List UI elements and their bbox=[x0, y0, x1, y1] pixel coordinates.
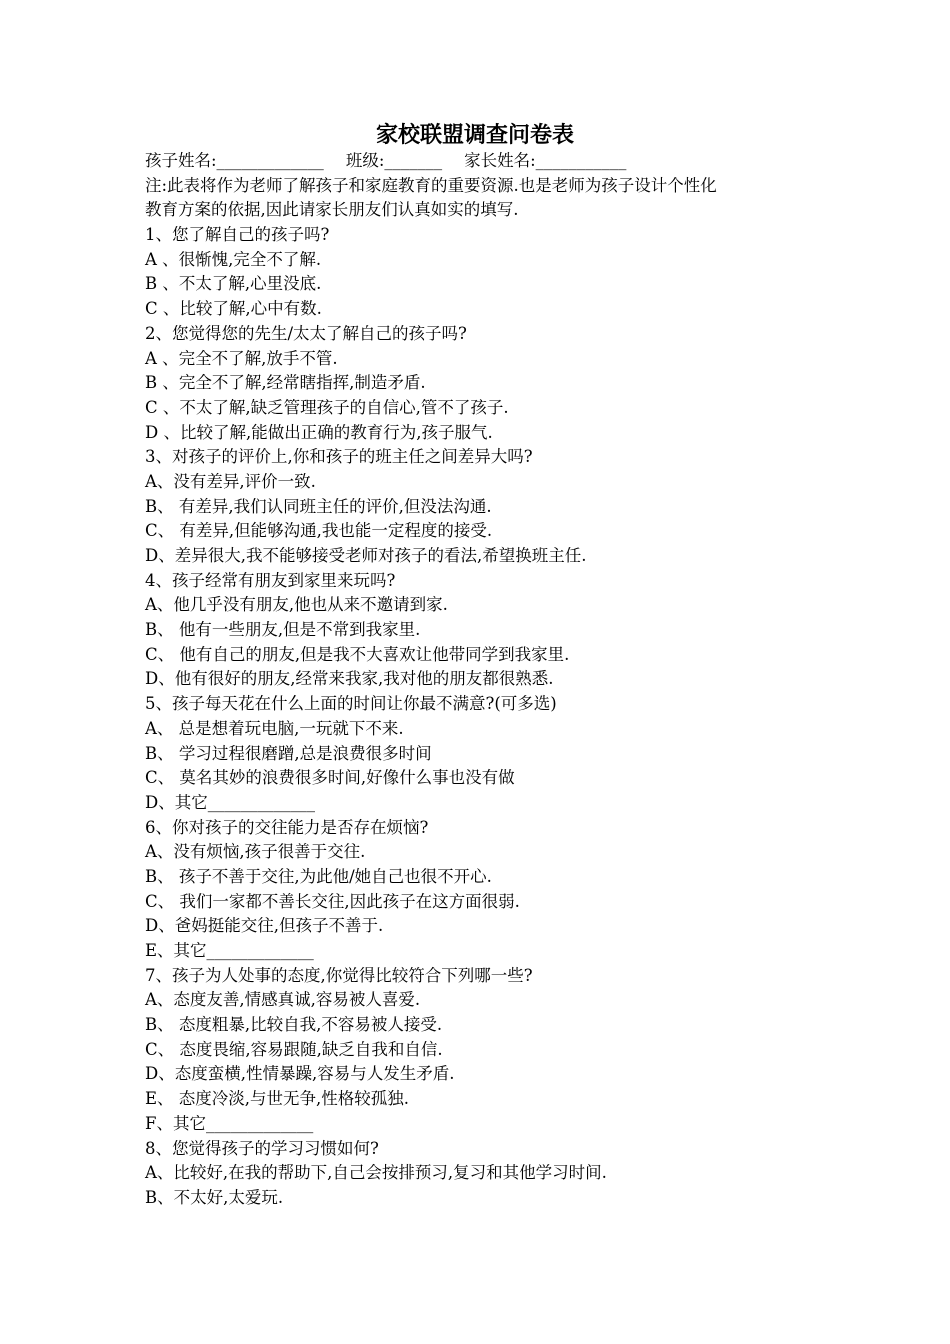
option-text: C 、不太了解,缺乏管理孩子的自信心,管不了孩子. bbox=[145, 397, 509, 417]
option-text: D、他有很好的朋友,经常来我家,我对他的朋友都很熟悉. bbox=[145, 669, 554, 689]
option-text: B、 学习过程很磨蹭,总是浪费很多时间 bbox=[145, 743, 432, 763]
option-text: C、 莫名其妙的浪费很多时间,好像什么事也没有做 bbox=[145, 768, 515, 788]
option-text: B、 孩子不善于交往,为此他/她自己也很不开心. bbox=[145, 866, 492, 886]
option-text: B、 他有一些朋友,但是不常到我家里. bbox=[145, 620, 421, 640]
option-text: A、没有烦恼,孩子很善于交往. bbox=[145, 842, 366, 862]
option-text: D、态度蛮横,性情暴躁,容易与人发生矛盾. bbox=[145, 1064, 455, 1084]
question-text: 2、您觉得您的先生/太太了解自己的孩子吗? bbox=[145, 323, 467, 343]
option-text: A、 总是想着玩电脑,一玩就下不来. bbox=[145, 718, 404, 738]
option-text: A、比较好,在我的帮助下,自己会按排预习,复习和其他学习时间. bbox=[145, 1163, 607, 1183]
option-text: F、其它_____________ bbox=[145, 1113, 314, 1133]
option-text: A 、完全不了解,放手不管. bbox=[145, 348, 338, 368]
questionnaire-body bbox=[145, 149, 865, 1211]
option-text: A、他几乎没有朋友,他也从来不邀请到家. bbox=[145, 595, 448, 615]
question-text: 8、您觉得孩子的学习习惯如何? bbox=[145, 1138, 379, 1158]
question-text: 3、对孩子的评价上,你和孩子的班主任之间差异大吗? bbox=[145, 447, 533, 467]
parent-name-field: 家长姓名:___________ bbox=[464, 151, 627, 170]
question-lines bbox=[145, 174, 865, 1211]
question-text: 4、孩子经常有朋友到家里来玩吗? bbox=[145, 570, 396, 590]
option-text: A、没有差异,评价一致. bbox=[145, 471, 316, 491]
option-text: C、 我们一家都不善长交往,因此孩子在这方面很弱. bbox=[145, 891, 520, 911]
option-text: D 、比较了解,能做出正确的教育行为,孩子服气. bbox=[145, 422, 493, 442]
option-text: C 、比较了解,心中有数. bbox=[145, 299, 322, 319]
note-text: 注:此表将作为老师了解孩子和家庭教育的重要资源.也是老师为孩子设计个性化 bbox=[145, 175, 717, 195]
option-text: D、爸妈挺能交往,但孩子不善于. bbox=[145, 916, 384, 936]
note-text: 教育方案的依据,因此请家长朋友们认真如实的填写. bbox=[145, 200, 519, 220]
option-text: B、 有差异,我们认同班主任的评价,但没法沟通. bbox=[145, 496, 492, 516]
option-text: B 、完全不了解,经常瞎指挥,制造矛盾. bbox=[145, 373, 426, 393]
question-text: 7、孩子为人处事的态度,你觉得比较符合下列哪一些? bbox=[145, 965, 533, 985]
child-name-field: 孩子姓名:_____________ bbox=[145, 151, 324, 170]
class-field: 班级:_______ bbox=[345, 151, 443, 170]
option-text: B、不太好,太爱玩. bbox=[145, 1187, 284, 1207]
option-text: B、 态度粗暴,比较自我,不容易被人接受. bbox=[145, 1015, 443, 1035]
option-text: A、态度友善,情感真诚,容易被人喜爱. bbox=[145, 990, 421, 1010]
option-text: D、差异很大,我不能够接受老师对孩子的看法,希望换班主任. bbox=[145, 546, 587, 565]
option-text: D、其它_____________ bbox=[145, 792, 315, 812]
question-text: 6、你对孩子的交往能力是否存在烦恼? bbox=[145, 817, 429, 837]
option-text: E、其它_____________ bbox=[145, 941, 314, 960]
option-text: A 、很惭愧,完全不了解. bbox=[145, 249, 322, 269]
info-header bbox=[145, 149, 865, 174]
option-text: E、 态度冷淡,与世无争,性格较孤独. bbox=[145, 1089, 410, 1109]
option-text: C、 有差异,但能够沟通,我也能一定程度的接受. bbox=[145, 521, 493, 541]
question-text: 5、孩子每天花在什么上面的时间让你最不满意?(可多选) bbox=[145, 694, 557, 714]
option-text: B 、不太了解,心里没底. bbox=[145, 274, 322, 294]
question-text: 1、您了解自己的孩子吗? bbox=[145, 225, 330, 245]
option-text: C、 态度畏缩,容易跟随,缺乏自我和自信. bbox=[145, 1039, 443, 1059]
document-title: 家校联盟调查问卷表 bbox=[375, 122, 574, 148]
option-text: C、 他有自己的朋友,但是我不大喜欢让他带同学到我家里. bbox=[145, 644, 570, 664]
